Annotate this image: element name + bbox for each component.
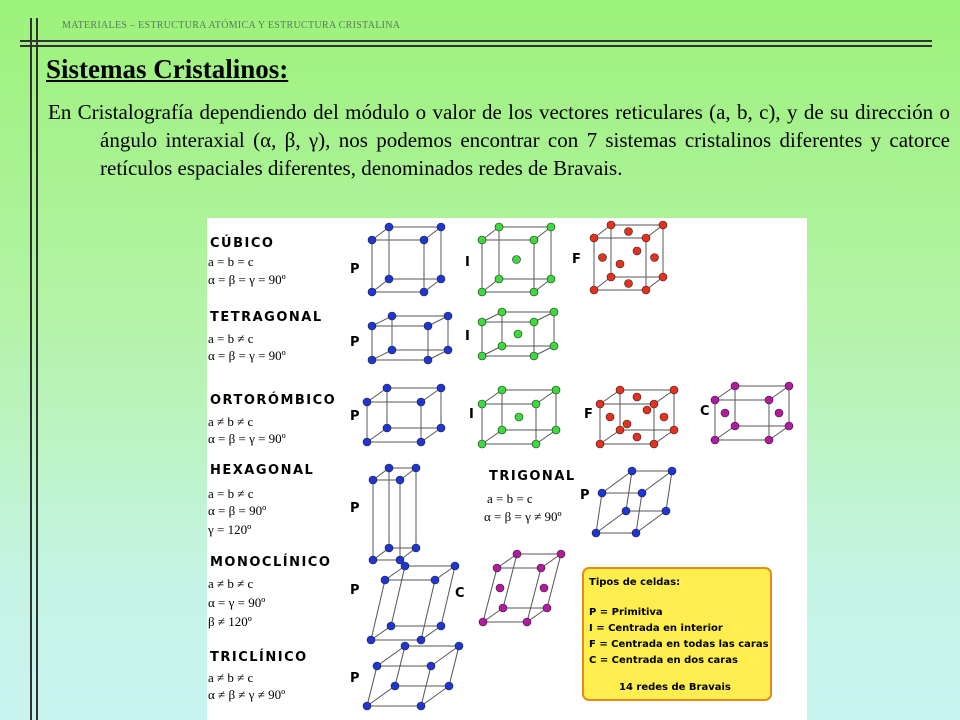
- trigonal-name: TRIGONAL: [489, 469, 576, 484]
- cubico-p-cell-atom: [420, 236, 428, 244]
- monoclinico-p-cell-edge-front: [371, 580, 385, 640]
- tetragonal-i-cell-atom: [550, 308, 558, 316]
- tetragonal-i-cell-atom: [498, 308, 506, 316]
- tetragonal-p-cell: [368, 312, 452, 364]
- hexagonal-p-cell-atom: [412, 464, 420, 472]
- cubico-p-cell-atom: [420, 288, 428, 296]
- beta-symbol: β: [284, 128, 296, 152]
- triclinico-p-cell-atom: [455, 642, 463, 650]
- trigonal-p-cell-atom: [662, 507, 670, 515]
- cubico-f-cell: [590, 221, 667, 294]
- ortorombico-p-cell-atom: [363, 398, 371, 406]
- cubico-name: CÚBICO: [210, 236, 275, 251]
- cubico-p-cell-atom: [385, 275, 393, 283]
- header-rule-2: [20, 45, 932, 47]
- trigonal-p-cell-edge-depth: [596, 511, 626, 533]
- alpha-symbol: α: [260, 128, 272, 152]
- monoclinico-c-cell: [479, 550, 565, 626]
- cubico-i-cell-atom: [495, 275, 503, 283]
- triclinico-p-cell-atom: [373, 662, 381, 670]
- ortorombico-f-cell-atom: [616, 426, 624, 434]
- triclinico-p-cell: [363, 642, 463, 710]
- tetragonal-labels: [208, 310, 323, 363]
- intro-sep-2: ,: [295, 128, 309, 152]
- ortorombico-f-cell-atom: [633, 393, 641, 401]
- hexagonal-rel1: a = b ≠ c: [208, 486, 254, 501]
- bravais-diagram: [207, 218, 807, 720]
- ortorombico-p-cell: [363, 384, 445, 446]
- cubico-f-cell-atom: [625, 228, 633, 236]
- hexagonal-p-cell-atom: [385, 544, 393, 552]
- monoclinico-c-cell-atom: [493, 564, 501, 572]
- ortorombico-f-cell-atom: [643, 406, 651, 414]
- trigonal-p-cell-atom: [668, 467, 676, 475]
- cubico-f-cell-atom: [590, 234, 598, 242]
- ortorombico-c-cell-atom: [711, 396, 719, 404]
- monoclinico-p-cell-atom: [437, 622, 445, 630]
- ortorombico-p-cell-atom: [417, 398, 425, 406]
- trigonal-p-cell-atom: [622, 507, 630, 515]
- ortorombico-f-cell-atom: [660, 413, 668, 421]
- hexagonal-rel3: γ = 120º: [208, 522, 252, 537]
- cubico-i-cell: [478, 223, 555, 296]
- monoclinico-p-cell-edge-back: [441, 566, 455, 626]
- cubico-f-cell-atom: [633, 247, 641, 255]
- cubico-p-cell-atom: [437, 275, 445, 283]
- triclinico-p-cell-atom: [401, 642, 409, 650]
- ortorombico-f-cell: [596, 386, 678, 448]
- ortorombico-c-cell-atom: [765, 436, 773, 444]
- trigonal-p-cell-atom: [598, 489, 606, 497]
- hexagonal-rel2: α = β = 90º: [208, 503, 267, 518]
- tetragonal-i-cell-atom: [550, 342, 558, 350]
- cubico-i-cell-atom: [547, 275, 555, 283]
- cubico-f-cell-atom: [590, 286, 598, 294]
- ortorombico-f-cell-atom: [650, 440, 658, 448]
- monoclinico-c-cell-atom: [540, 584, 548, 592]
- ortorombico-f-cell-atom: [670, 426, 678, 434]
- ortorombico-labels: [208, 392, 336, 446]
- trigonal-p-cell-atom: [592, 529, 600, 537]
- legend-footer: 14 redes de Bravais: [619, 682, 731, 693]
- cubico-p-cell-atom: [385, 223, 393, 231]
- monoclinico-p-cell: [367, 562, 459, 644]
- ortorombico-c-cell-atom: [775, 409, 783, 417]
- trigonal-p-cell-edge-back: [666, 471, 672, 511]
- ortorombico-c-cell-atom: [731, 382, 739, 390]
- ortorombico-i-cell: [478, 386, 560, 448]
- monoclinico-c-cell-atom: [537, 564, 545, 572]
- cubico-f-cell-atom: [607, 221, 615, 229]
- ortorombico-f-cell-atom: [650, 400, 658, 408]
- cubico-p-cell: [368, 223, 445, 296]
- ortorombico-p-cell-atom: [363, 438, 371, 446]
- triclinico-p-cell-atom: [427, 662, 435, 670]
- hexagonal-p-cell-atom: [369, 556, 377, 564]
- hexagonal-p-cell-atom: [369, 476, 377, 484]
- cubico-f-cell-atom: [616, 260, 624, 268]
- cubico-i-cell-atom: [530, 288, 538, 296]
- bravais-lattices-figure: [207, 218, 807, 720]
- tetragonal-p-cell-atom: [388, 346, 396, 354]
- intro-text-1: En Cristalografía dependiendo del módulo o valor de los vectores reticulares (a, b, c), y de su dirección o ángulo interaxial (: [48, 100, 950, 152]
- monoclinico-c-cell-atom: [523, 618, 531, 626]
- cubico-f-cell-atom: [642, 234, 650, 242]
- trigonal-labels: [484, 469, 576, 524]
- ortorombico-f-cell-atom: [606, 413, 614, 421]
- ortorombico-rel2: α = β = γ = 90º: [208, 431, 286, 446]
- tetragonal-i-cell-atom: [530, 318, 538, 326]
- ortorombico-c-cell-atom: [711, 436, 719, 444]
- hexagonal-labels: [207, 463, 314, 537]
- trigonal-p-cell-edge-depth: [602, 471, 632, 493]
- ortorombico-rel1: a ≠ b ≠ c: [208, 414, 254, 429]
- tetragonal-p-cell-atom: [444, 346, 452, 354]
- ortorombico-f-cell-atom: [596, 400, 604, 408]
- trigonal-p-cell-atom: [632, 529, 640, 537]
- cubico-f-cell-atom: [625, 280, 633, 288]
- hexagonal-name: HEXAGONAL: [210, 463, 315, 478]
- cubico-f-cell-atom: [651, 254, 659, 262]
- trigonal-p-cell-edge-front: [596, 493, 602, 533]
- monoclinico-c-cell-atom: [513, 550, 521, 558]
- triclinico-rel2: α ≠ β ≠ γ ≠ 90º: [208, 687, 286, 702]
- monoclinico-rel3: β ≠ 120º: [208, 614, 252, 629]
- legend-item-i: I = Centrada en interior: [589, 623, 723, 634]
- tetragonal-i-label: I: [465, 329, 470, 344]
- ortorombico-f-cell-atom: [623, 420, 631, 428]
- triclinico-p-cell-atom: [445, 682, 453, 690]
- tetragonal-p-cell-atom: [444, 312, 452, 320]
- header-rule-1: [20, 40, 932, 42]
- trigonal-p-cell-atom: [638, 489, 646, 497]
- ortorombico-i-cell-atom: [498, 386, 506, 394]
- gamma-symbol: γ: [308, 128, 319, 152]
- tetragonal-p-cell-atom: [368, 322, 376, 330]
- page-title: Sistemas Cristalinos:: [46, 54, 289, 84]
- cubico-p-cell-atom: [368, 236, 376, 244]
- cubico-f-cell-atom: [659, 221, 667, 229]
- tetragonal-i-cell: [478, 308, 558, 360]
- ortorombico-c-cell: [711, 382, 793, 444]
- legend-item-f: F = Centrada en todas las caras: [589, 639, 769, 650]
- tetragonal-p-cell-atom: [368, 356, 376, 364]
- ortorombico-i-cell-atom: [532, 440, 540, 448]
- trigonal-p-label: P: [580, 488, 590, 503]
- slide-header: MATERIALES – ESTRUCTURA ATÓMICA Y ESTRUCTURA CRISTALINA: [62, 20, 401, 31]
- cubico-f-cell-atom: [599, 254, 607, 262]
- hexagonal-p-cell-atom: [412, 544, 420, 552]
- trigonal-p-cell-edge-front: [636, 493, 642, 533]
- tetragonal-name: TETRAGONAL: [210, 310, 323, 325]
- tetragonal-i-cell-atom: [478, 318, 486, 326]
- triclinico-labels: [208, 649, 308, 702]
- cubico-f-cell-atom: [642, 286, 650, 294]
- monoclinico-p-cell-atom: [431, 576, 439, 584]
- cubico-rel2: α = β = γ = 90º: [208, 272, 286, 287]
- monoclinico-p-cell-atom: [417, 636, 425, 644]
- monoclinico-c-cell-atom: [557, 550, 565, 558]
- trigonal-p-cell-edge-back: [626, 471, 632, 511]
- trigonal-p-cell: [592, 467, 676, 537]
- trigonal-p-cell-atom: [628, 467, 636, 475]
- intro-sep-1: ,: [271, 128, 285, 152]
- legend-box: [583, 568, 771, 700]
- hexagonal-p-cell-atom: [396, 476, 404, 484]
- cubico-p-cell-atom: [437, 223, 445, 231]
- ortorombico-i-cell-atom: [532, 400, 540, 408]
- left-border-line-1: [30, 18, 32, 720]
- hexagonal-p-label: P: [350, 501, 360, 516]
- ortorombico-c-cell-atom: [785, 422, 793, 430]
- tetragonal-i-cell-atom: [478, 352, 486, 360]
- cubico-i-cell-atom: [513, 256, 521, 264]
- monoclinico-c-label: C: [455, 586, 465, 601]
- ortorombico-p-cell-atom: [383, 424, 391, 432]
- tetragonal-p-cell-atom: [424, 322, 432, 330]
- legend-title: Tipos de celdas:: [589, 577, 681, 588]
- ortorombico-name: ORTORÓMBICO: [210, 393, 337, 408]
- cubico-p-label: P: [350, 262, 360, 277]
- hexagonal-p-cell-atom: [385, 464, 393, 472]
- cubico-i-cell-atom: [530, 236, 538, 244]
- ortorombico-f-cell-atom: [616, 386, 624, 394]
- trigonal-rel2: α = β = γ ≠ 90º: [484, 509, 562, 524]
- monoclinico-p-cell-atom: [381, 576, 389, 584]
- monoclinico-p-cell-edge-back: [391, 566, 405, 626]
- triclinico-p-label: P: [350, 671, 360, 686]
- cubico-i-label: I: [465, 255, 470, 270]
- ortorombico-f-cell-atom: [670, 386, 678, 394]
- cubico-f-label: F: [572, 252, 581, 267]
- tetragonal-p-cell-atom: [388, 312, 396, 320]
- intro-text-2: ), nos podemos encontrar con 7 sistemas cristalinos diferentes y catorce retículos espaciales diferentes, denominados redes de Bravais.: [100, 128, 950, 180]
- left-border-line-2: [36, 18, 38, 720]
- ortorombico-i-label: I: [469, 407, 474, 422]
- ortorombico-c-cell-atom: [731, 422, 739, 430]
- ortorombico-f-cell-atom: [596, 440, 604, 448]
- monoclinico-c-cell-atom: [479, 618, 487, 626]
- monoclinico-c-cell-atom: [543, 604, 551, 612]
- monoclinico-c-cell-atom: [496, 584, 504, 592]
- monoclinico-name: MONOCLÍNICO: [210, 555, 332, 570]
- monoclinico-p-cell-atom: [387, 622, 395, 630]
- tetragonal-i-cell-atom: [530, 352, 538, 360]
- ortorombico-i-cell-atom: [552, 426, 560, 434]
- ortorombico-p-label: P: [350, 409, 360, 424]
- ortorombico-i-cell-atom: [478, 400, 486, 408]
- monoclinico-c-cell-atom: [499, 604, 507, 612]
- tetragonal-rel2: α = β = γ = 90º: [208, 348, 286, 363]
- ortorombico-f-label: F: [584, 407, 593, 422]
- monoclinico-p-cell-atom: [401, 562, 409, 570]
- cubico-f-cell-atom: [607, 273, 615, 281]
- ortorombico-p-cell-atom: [437, 424, 445, 432]
- tetragonal-rel1: a = b ≠ c: [208, 331, 254, 346]
- cubico-i-cell-atom: [547, 223, 555, 231]
- ortorombico-i-cell-atom: [478, 440, 486, 448]
- tetragonal-p-label: P: [350, 335, 360, 350]
- triclinico-p-cell-atom: [391, 682, 399, 690]
- hexagonal-p-cell: [369, 464, 420, 564]
- ortorombico-p-cell-atom: [383, 384, 391, 392]
- legend-item-p: P = Primitiva: [589, 607, 663, 618]
- cubico-i-cell-atom: [478, 288, 486, 296]
- ortorombico-i-cell-atom: [498, 426, 506, 434]
- trigonal-p-cell-edge-depth: [642, 471, 672, 493]
- triclinico-p-cell-atom: [363, 702, 371, 710]
- cubico-labels: [208, 235, 286, 287]
- ortorombico-c-cell-atom: [765, 396, 773, 404]
- trigonal-p-cell-edge-depth: [636, 511, 666, 533]
- cubico-i-cell-atom: [478, 236, 486, 244]
- ortorombico-i-cell-atom: [552, 386, 560, 394]
- ortorombico-c-cell-atom: [721, 409, 729, 417]
- monoclinico-p-cell-atom: [367, 636, 375, 644]
- cubico-p-cell-atom: [368, 288, 376, 296]
- ortorombico-i-cell-atom: [515, 413, 523, 421]
- ortorombico-c-label: C: [700, 404, 710, 419]
- trigonal-rel1: a = b = c: [487, 491, 533, 506]
- ortorombico-p-cell-atom: [437, 384, 445, 392]
- monoclinico-labels: [208, 554, 331, 629]
- triclinico-rel1: a ≠ b ≠ c: [208, 670, 254, 685]
- monoclinico-p-label: P: [350, 583, 360, 598]
- tetragonal-i-cell-atom: [498, 342, 506, 350]
- triclinico-name: TRICLÍNICO: [210, 650, 308, 665]
- triclinico-p-cell-atom: [417, 702, 425, 710]
- cubico-i-cell-atom: [495, 223, 503, 231]
- intro-paragraph: [48, 98, 950, 182]
- monoclinico-rel2: α = γ = 90º: [208, 595, 266, 610]
- legend-item-c: C = Centrada en dos caras: [589, 655, 738, 666]
- ortorombico-c-cell-atom: [785, 382, 793, 390]
- monoclinico-p-cell-edge-front: [421, 580, 435, 640]
- tetragonal-i-cell-atom: [514, 330, 522, 338]
- monoclinico-rel1: a ≠ b ≠ c: [208, 576, 254, 591]
- ortorombico-f-cell-atom: [633, 433, 641, 441]
- cubico-f-cell-atom: [659, 273, 667, 281]
- tetragonal-p-cell-atom: [424, 356, 432, 364]
- monoclinico-p-cell-atom: [451, 562, 459, 570]
- cubico-rel1: a = b = c: [208, 254, 254, 269]
- ortorombico-p-cell-atom: [417, 438, 425, 446]
